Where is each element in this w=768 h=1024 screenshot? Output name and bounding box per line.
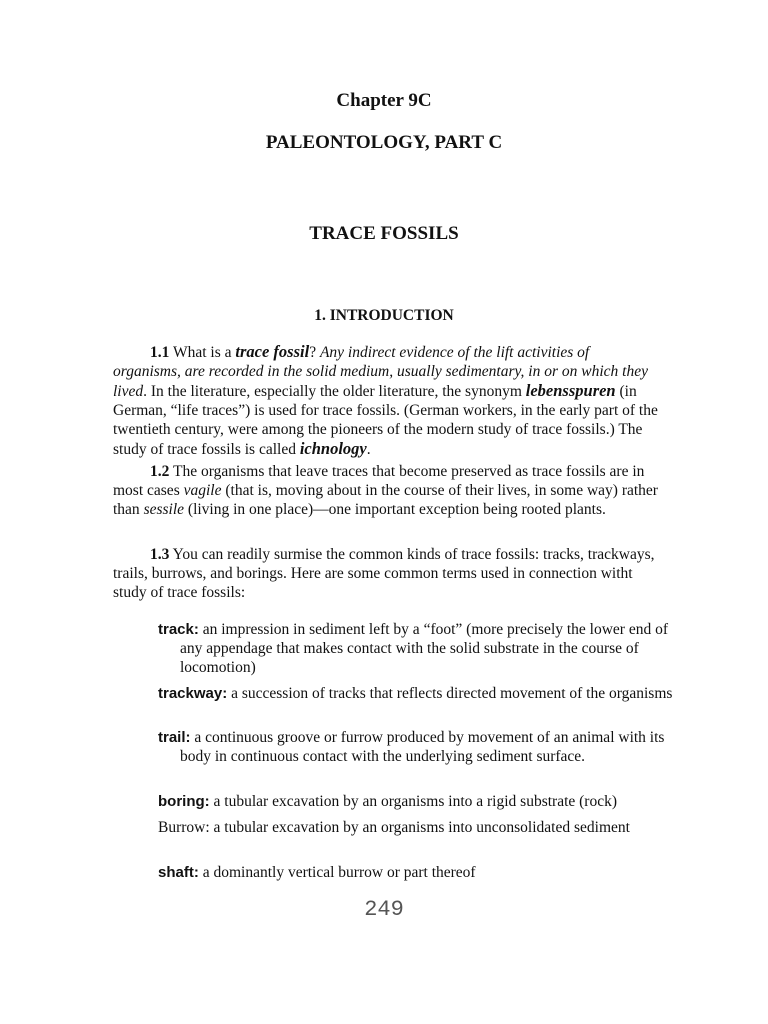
paragraph-number: 1.2 (150, 463, 170, 480)
paragraph-1-2 (113, 462, 658, 519)
term-sessile: sessile (143, 501, 185, 518)
term-definition: a dominantly vertical burrow or part thereof (198, 864, 476, 881)
term-word: boring: (158, 793, 210, 810)
term-entry-burrow (158, 818, 685, 837)
chapter-title: Chapter 9C (336, 90, 432, 111)
definition-italic: Any indirect evidence of the lift activities of organisms, are recorded in the solid medium, usually sedimentary, in or on which they lived (113, 344, 648, 400)
term-entry-trackway (158, 684, 685, 703)
term-entry-boring (158, 792, 685, 811)
term-lebensspuren: lebensspuren (525, 381, 616, 400)
paragraph-text: (living in one place)—one important exception being rooted plants. (184, 501, 606, 518)
paragraph-1-1 (113, 342, 658, 459)
term-word: track: (158, 621, 199, 638)
term-entry-trail (158, 728, 685, 766)
term-word: trail: (158, 729, 191, 746)
term-word: trackway: (158, 685, 228, 702)
term-vagile: vagile (183, 482, 222, 499)
term-definition: a succession of tracks that reflects directed movement of the organisms (227, 685, 673, 702)
term-word: Burrow: (158, 819, 210, 836)
paragraph-1-3 (113, 545, 658, 602)
term-definition: a tubular excavation by an organisms into unconsolidated sediment (209, 819, 630, 836)
term-ichnology: ichnology (299, 439, 367, 458)
term-definition: an impression in sediment left by a “foot” (more precisely the lower end of any appendage that makes contact with the solid substrate in the course of locomotion) (180, 621, 669, 676)
term-definition: a tubular excavation by an organisms into a rigid substrate (rock) (209, 793, 617, 810)
paragraph-text: You can readily surmise the common kinds of trace fossils: tracks, trackways, trails, burrows, and borings. Here are some common terms used in connection witht study of trace fossils: (113, 546, 655, 601)
paragraph-text: . In the literature, especially the older literature, the synonym (143, 383, 526, 400)
section-title: TRACE FOSSILS (309, 223, 459, 244)
term-trace-fossil: trace fossil (235, 342, 310, 361)
term-definition: a continuous groove or furrow produced by movement of an animal with its body in continuous contact with the underlying sediment surface. (180, 729, 665, 765)
term-word: shaft: (158, 864, 199, 881)
term-entry-shaft (158, 863, 685, 882)
paragraph-number: 1.3 (150, 546, 170, 563)
paragraph-text: . (366, 441, 371, 458)
paragraph-text: ? (309, 344, 320, 361)
part-title: PALEONTOLOGY, PART C (265, 132, 503, 153)
paragraph-text: (that is, moving about in the course of their lives, in some way) rather than (113, 482, 658, 518)
term-entry-track (158, 620, 685, 677)
page-number: 249 (364, 897, 404, 922)
paragraph-text: (in German, “life traces”) is used for trace fossils. (German workers, in the early part of the twentieth century, were among the pioneers of the modern study of trace fossils.) The study of trace fossils is called (113, 383, 658, 458)
introduction-heading: 1. INTRODUCTION (314, 307, 454, 324)
paragraph-text: What is a (169, 344, 236, 361)
paragraph-number: 1.1 (150, 344, 170, 361)
paragraph-text: The organisms that leave traces that become preserved as trace fossils are in most cases (113, 463, 645, 499)
